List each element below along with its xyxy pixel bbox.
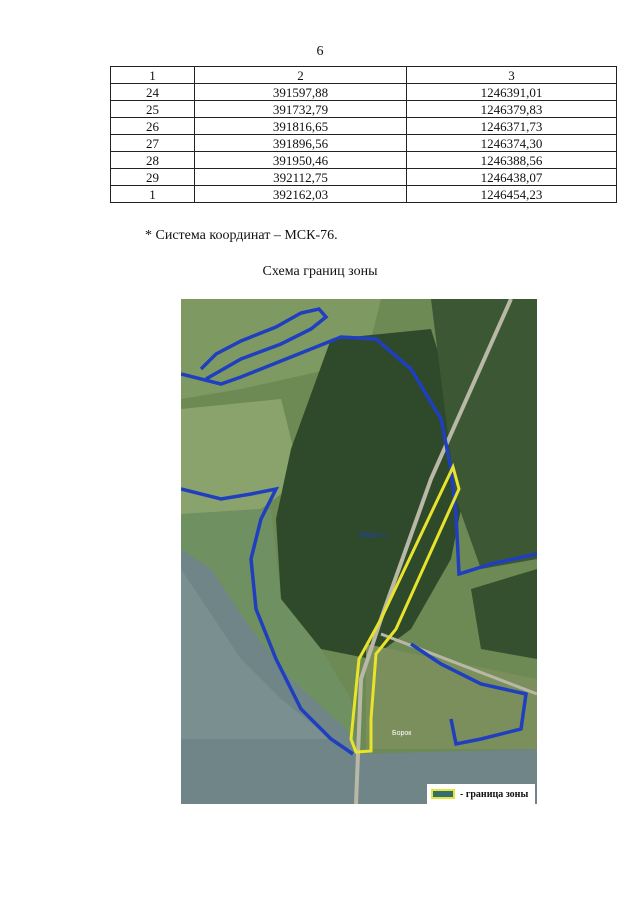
table-cell: 28 <box>111 152 195 169</box>
page-number: 6 <box>316 44 324 59</box>
table-row <box>111 169 617 186</box>
table-cell: 24 <box>111 84 195 101</box>
table-header-row <box>111 67 617 84</box>
table-header-cell: 2 <box>195 67 407 84</box>
table-cell: 391597,88 <box>195 84 407 101</box>
table-row <box>111 84 617 101</box>
table-cell: 392162,03 <box>195 186 407 203</box>
table-row <box>111 186 617 203</box>
map-legend <box>427 784 535 804</box>
table-cell: 391816,65 <box>195 118 407 135</box>
table-cell: 1246371,73 <box>407 118 617 135</box>
table-row <box>111 152 617 169</box>
legend-label: - граница зоны <box>460 788 529 800</box>
table-row <box>111 101 617 118</box>
village-label: Борок <box>392 730 412 737</box>
table-row <box>111 135 617 152</box>
table-cell: 1 <box>111 186 195 203</box>
coordinates-table <box>110 66 617 203</box>
zone-boundary-map <box>181 299 537 804</box>
scheme-title: Схема границ зоны <box>262 264 378 279</box>
table-cell: 391896,56 <box>195 135 407 152</box>
table-cell: 27 <box>111 135 195 152</box>
table-header-cell: 3 <box>407 67 617 84</box>
table-cell: 1246379,83 <box>407 101 617 118</box>
coordinate-system-footnote: * Система координат – МСК-76. <box>145 228 338 243</box>
table-header-cell: 1 <box>111 67 195 84</box>
table-cell: 391732,79 <box>195 101 407 118</box>
table-cell: 391950,46 <box>195 152 407 169</box>
table-cell: 1246391,01 <box>407 84 617 101</box>
table-cell: 1246454,23 <box>407 186 617 203</box>
table-cell: 392112,75 <box>195 169 407 186</box>
table-cell: 1246374,30 <box>407 135 617 152</box>
satellite-map-image <box>181 299 537 804</box>
table-cell: 1246438,07 <box>407 169 617 186</box>
table-cell: 26 <box>111 118 195 135</box>
table-row <box>111 118 617 135</box>
table-cell: 1246388,56 <box>407 152 617 169</box>
zone-boundary-swatch <box>431 789 455 799</box>
river-label: Мерло н <box>359 532 387 539</box>
table-cell: 25 <box>111 101 195 118</box>
table-cell: 29 <box>111 169 195 186</box>
